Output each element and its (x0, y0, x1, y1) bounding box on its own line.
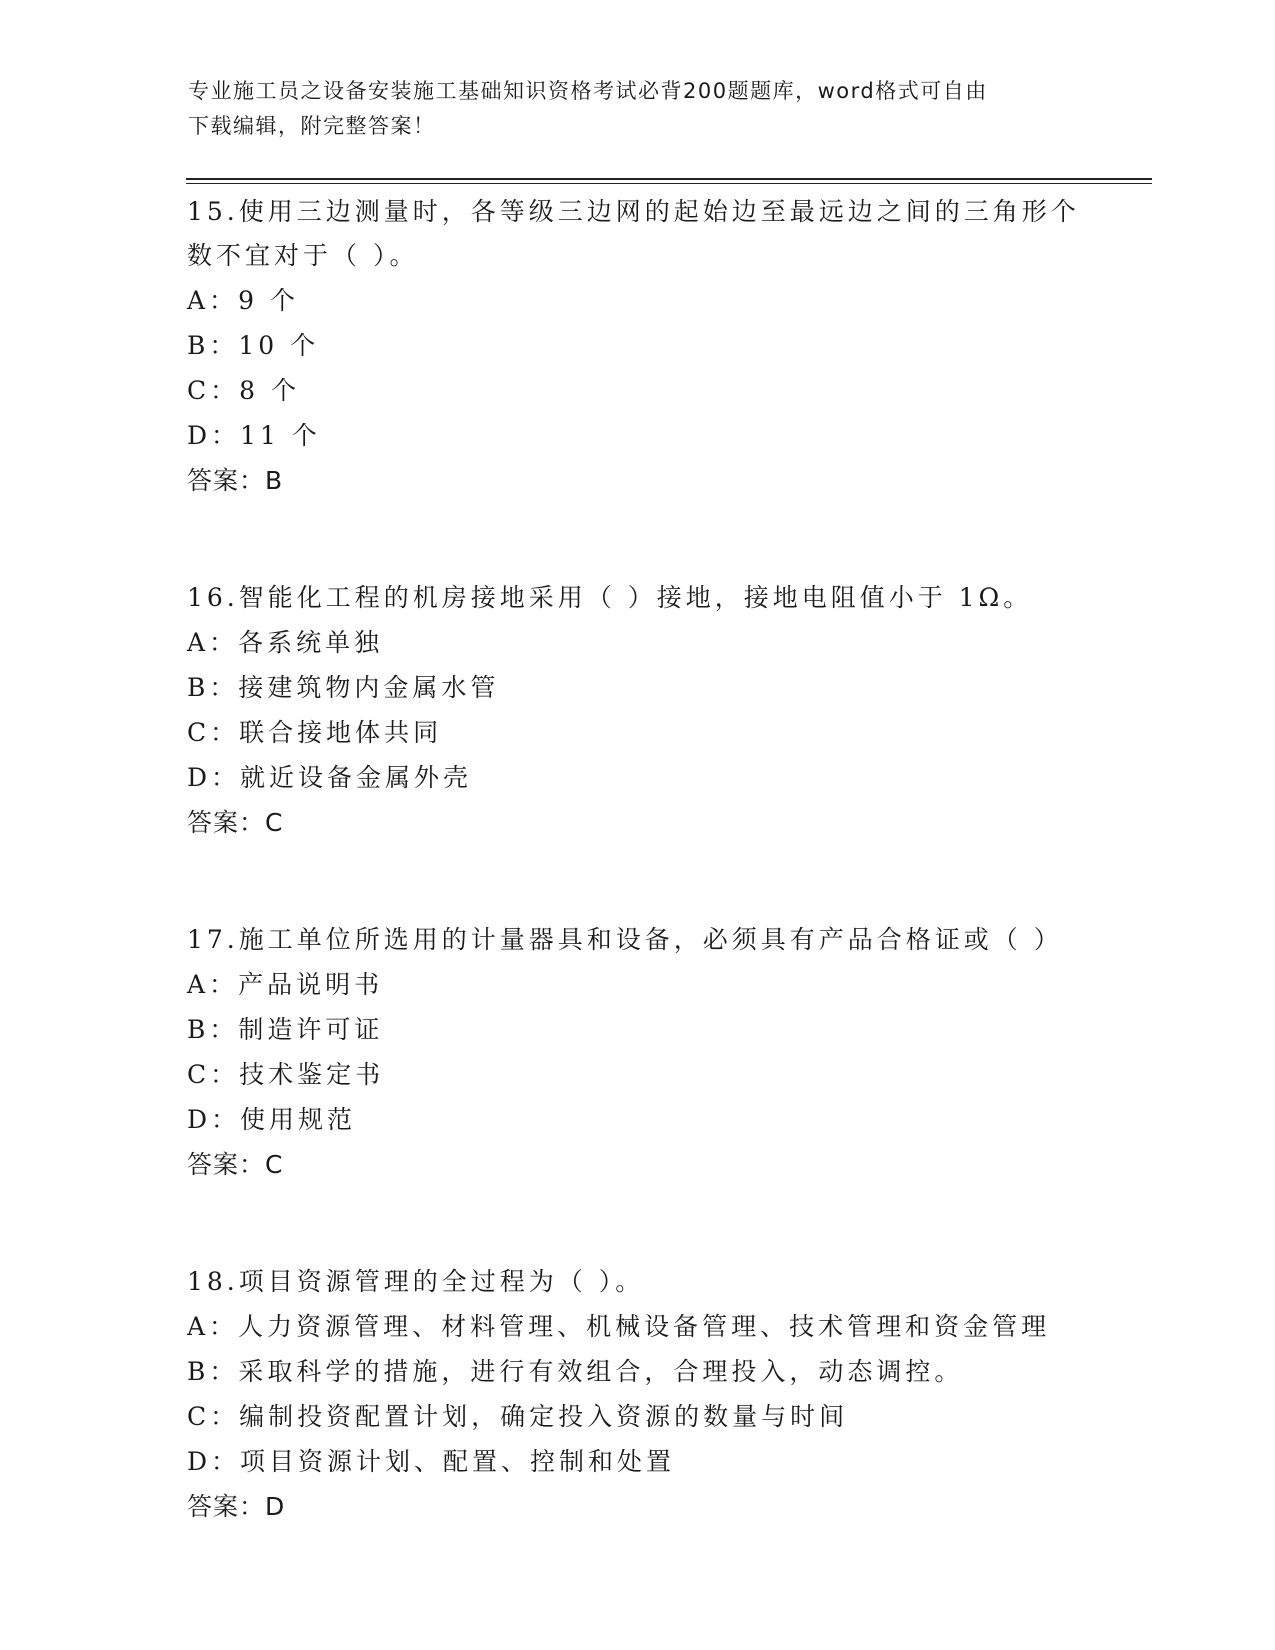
option-a (187, 962, 1087, 1007)
option-text: 制造许可证 (238, 1015, 384, 1044)
option-text: 联合接地体共同 (239, 718, 443, 747)
option-letter: B： (187, 1015, 239, 1044)
header-divider-thick (186, 178, 1152, 180)
option-text: 技术鉴定书 (239, 1060, 385, 1089)
question-text: 16.智能化工程的机房接地采用（ ）接地，接地电阻值小于 1Ω。 (187, 583, 1033, 612)
option-text: 项目资源计划、配置、控制和处置 (240, 1447, 676, 1476)
question-15 (187, 190, 1087, 504)
answer-line: 答案：B (187, 466, 284, 495)
option-text: 9 个 (238, 286, 299, 315)
option-letter: A： (187, 628, 239, 657)
option-c (187, 710, 1087, 755)
option-letter: A： (187, 1312, 239, 1341)
option-letter: D： (187, 763, 241, 792)
option-letter: C： (187, 718, 240, 747)
option-c (187, 368, 1087, 413)
header-line-1: 专业施工员之设备安装施工基础知识资格考试必背200题题库，word格式可自由 (188, 79, 988, 103)
option-c (187, 1394, 1087, 1439)
header-line-2: 下载编辑，附完整答案！ (188, 114, 436, 138)
document-header (188, 74, 1088, 144)
question-text: 15.使用三边测量时，各等级三边网的起始边至最远边之间的三角形个 (187, 197, 1080, 226)
option-letter: B： (187, 331, 239, 360)
option-text: 各系统单独 (238, 628, 384, 657)
option-letter: C： (187, 1060, 240, 1089)
option-letter: A： (187, 286, 239, 315)
answer-line: 答案：D (187, 1492, 286, 1521)
option-a (187, 620, 1087, 665)
option-letter: D： (187, 421, 241, 450)
option-a (187, 1304, 1087, 1349)
option-letter: B： (187, 1357, 239, 1386)
question-list (187, 190, 1087, 1530)
question-spacer (187, 846, 1087, 918)
option-d (187, 1439, 1087, 1484)
option-d (187, 413, 1087, 458)
option-text: 编制投资配置计划，确定投入资源的数量与时间 (239, 1402, 849, 1431)
option-text: 人力资源管理、材料管理、机械设备管理、技术管理和资金管理 (238, 1312, 1051, 1341)
option-c (187, 1052, 1087, 1097)
option-text: 接建筑物内金属水管 (238, 673, 500, 702)
option-text: 8 个 (239, 376, 300, 405)
answer-line: 答案：C (187, 808, 284, 837)
question-text: 17.施工单位所选用的计量器具和设备，必须具有产品合格证或（ ） (187, 925, 1063, 954)
option-text: 10 个 (238, 331, 320, 360)
option-letter: D： (187, 1105, 241, 1134)
option-b (187, 1007, 1087, 1052)
option-letter: D： (187, 1447, 241, 1476)
question-18 (187, 1260, 1087, 1530)
option-letter: C： (187, 1402, 240, 1431)
option-text: 11 个 (240, 421, 321, 450)
option-b (187, 665, 1087, 710)
answer-line: 答案：C (187, 1150, 284, 1179)
option-text: 使用规范 (240, 1105, 357, 1134)
option-d (187, 1097, 1087, 1142)
option-d (187, 755, 1087, 800)
option-letter: A： (187, 970, 239, 999)
option-a (187, 278, 1087, 323)
option-text: 产品说明书 (238, 970, 384, 999)
header-divider-thin (186, 183, 1152, 184)
question-16 (187, 576, 1087, 846)
question-text: 18.项目资源管理的全过程为（ ）。 (187, 1267, 645, 1296)
option-text: 采取科学的措施，进行有效组合，合理投入，动态调控。 (238, 1357, 964, 1386)
option-text: 就近设备金属外壳 (240, 763, 473, 792)
question-17 (187, 918, 1087, 1188)
option-b (187, 323, 1087, 368)
question-spacer (187, 504, 1087, 576)
question-text-continued: 数不宜对于（ ）。 (187, 241, 419, 270)
option-b (187, 1349, 1087, 1394)
option-letter: B： (187, 673, 239, 702)
question-spacer (187, 1188, 1087, 1260)
option-letter: C： (187, 376, 240, 405)
